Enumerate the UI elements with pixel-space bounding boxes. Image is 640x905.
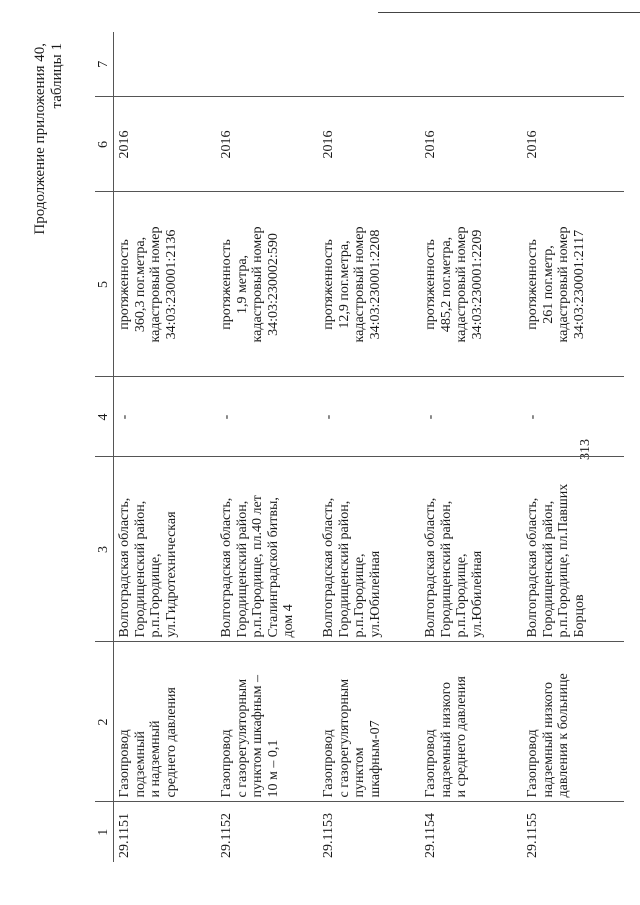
row-number: 29.1154 [423, 813, 438, 858]
object-name: Газопровод с газорегуляторным пунктом шкафным – 10 м – 0,1 [216, 642, 318, 802]
column-7-value [114, 32, 217, 97]
table-row [318, 32, 420, 862]
column-4-value: - [114, 377, 217, 457]
header-cell: 7 [95, 32, 114, 97]
continuation-line-2: таблицы 1 [49, 43, 65, 109]
header-cell: 3 [95, 457, 114, 642]
table-row [522, 32, 624, 862]
column-7-value [420, 32, 522, 97]
object-address: Волгоградская область, Городищенский район, р.п.Городище, пл.40 лет Сталинградской битвы, дом 4 [216, 457, 318, 642]
header-cell: 6 [95, 97, 114, 192]
year: 2016 [318, 97, 420, 192]
object-name: Газопровод надземный низкого и среднего давления [420, 642, 522, 802]
object-address: Волгоградская область, Городищенский район, р.п.Городище, ул.Юбилейная [318, 457, 420, 642]
continuation-caption [32, 43, 66, 265]
year: 2016 [522, 97, 624, 192]
year: 2016 [114, 97, 217, 192]
row-number: 29.1152 [219, 813, 234, 858]
row-number: 29.1151 [117, 813, 132, 858]
year: 2016 [216, 97, 318, 192]
row-number: 29.1155 [525, 813, 540, 858]
column-4-value: - [318, 377, 420, 457]
column-7-value [318, 32, 420, 97]
table-row [216, 32, 318, 862]
object-name: Газопровод с газорегуляторным пунктом шкафным-07 [318, 642, 420, 802]
header-cell: 2 [95, 642, 114, 802]
object-address: Волгоградская область, Городищенский район, р.п.Городище, ул.Юбилейная [420, 457, 522, 642]
object-characteristics: протяженность 360,3 пог.метра, кадастровый номер 34:03:230001:2136 [114, 192, 217, 377]
object-name: Газопровод подземный и надземный среднего давления [114, 642, 217, 802]
header-cell: 1 [95, 802, 114, 862]
header-cell: 4 [95, 377, 114, 457]
object-characteristics: протяженность 485,2 пог.метра, кадастровый номер 34:03:230001:2209 [420, 192, 522, 377]
year: 2016 [420, 97, 522, 192]
continuation-line-1: Продолжение приложения 40, [32, 43, 48, 235]
object-address: Волгоградская область, Городищенский район, р.п.Городище, ул.Гидротехническая [114, 457, 217, 642]
column-4-value: - [522, 377, 624, 457]
object-characteristics: протяженность 261 пог.метр, кадастровый номер 34:03:230001:2117 [522, 192, 624, 377]
object-name: Газопровод надземный низкого давления к больнице [522, 642, 624, 802]
object-address: Волгоградская область, Городищенский район, р.п.Городище, пл.Павших Борцов [522, 457, 624, 642]
row-number: 29.1153 [321, 813, 336, 858]
header-cell: 5 [95, 192, 114, 377]
header-row [95, 32, 114, 862]
page-number: 313 [578, 439, 593, 460]
column-4-value: - [216, 377, 318, 457]
object-characteristics: протяженность 1,9 метра, кадастровый номер 34:03:230002:590 [216, 192, 318, 377]
column-7-value [522, 32, 624, 97]
table-row [114, 32, 217, 862]
table-row [420, 32, 522, 862]
column-7-value [216, 32, 318, 97]
object-characteristics: протяженность 12,9 пог.метра, кадастровый номер 34:03:230001:2208 [318, 192, 420, 377]
appendix-table [95, 32, 624, 862]
column-4-value: - [420, 377, 522, 457]
